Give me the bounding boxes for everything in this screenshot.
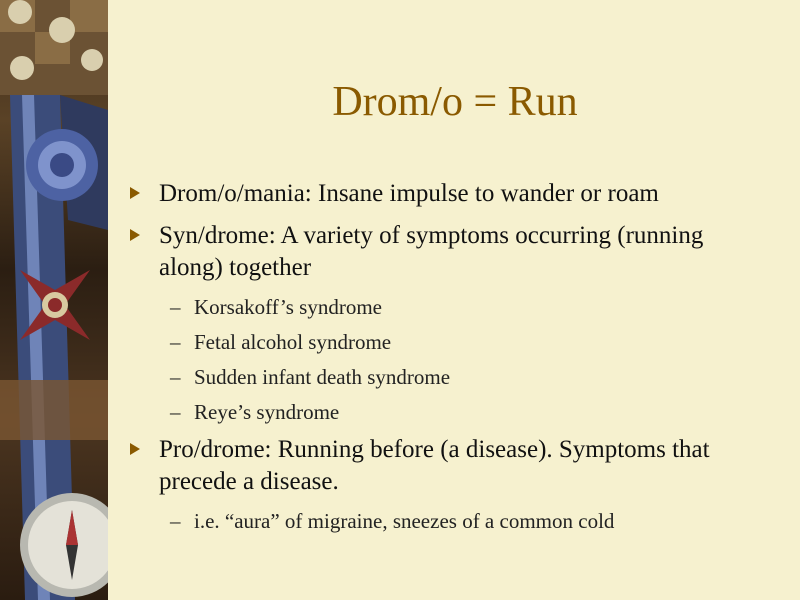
sub-bullet-marker: –	[170, 400, 181, 424]
sub-bullet-marker: –	[170, 330, 181, 354]
slide-title: Drom/o = Run	[332, 79, 578, 125]
sub-bullet-text: Fetal alcohol syndrome	[194, 330, 392, 354]
bullet-text: Drom/o/mania: Insane impulse to wander or roam	[159, 180, 659, 207]
sub-bullet-text: Korsakoff’s syndrome	[194, 295, 382, 319]
sub-bullet-item	[130, 294, 770, 321]
bullet-list	[130, 178, 770, 543]
sub-bullet-item	[130, 364, 770, 391]
bullet-item	[130, 434, 770, 498]
sub-bullet-item	[130, 329, 770, 356]
bullet-item	[130, 178, 770, 210]
sub-bullet-text: Sudden infant death syndrome	[194, 365, 451, 389]
medal-collage-image	[0, 0, 108, 600]
bullet-marker-icon	[130, 229, 140, 241]
bullet-item	[130, 220, 770, 284]
sub-bullet-marker: –	[170, 509, 181, 533]
bullet-text: Pro/drome: Running before (a disease). Symptoms that precede a disease.	[159, 436, 710, 495]
sub-bullet-marker: –	[170, 365, 181, 389]
sub-bullet-text: Reye’s syndrome	[194, 400, 340, 424]
bullet-marker-icon	[130, 443, 140, 455]
bullet-marker-icon	[130, 187, 140, 199]
sub-bullet-item	[130, 399, 770, 426]
bullet-text: Syn/drome: A variety of symptoms occurring (running along) together	[159, 222, 704, 281]
sub-bullet-marker: –	[170, 295, 181, 319]
sub-bullet-item	[130, 508, 770, 535]
sub-bullet-text: i.e. “aura” of migraine, sneezes of a common cold	[194, 509, 615, 533]
